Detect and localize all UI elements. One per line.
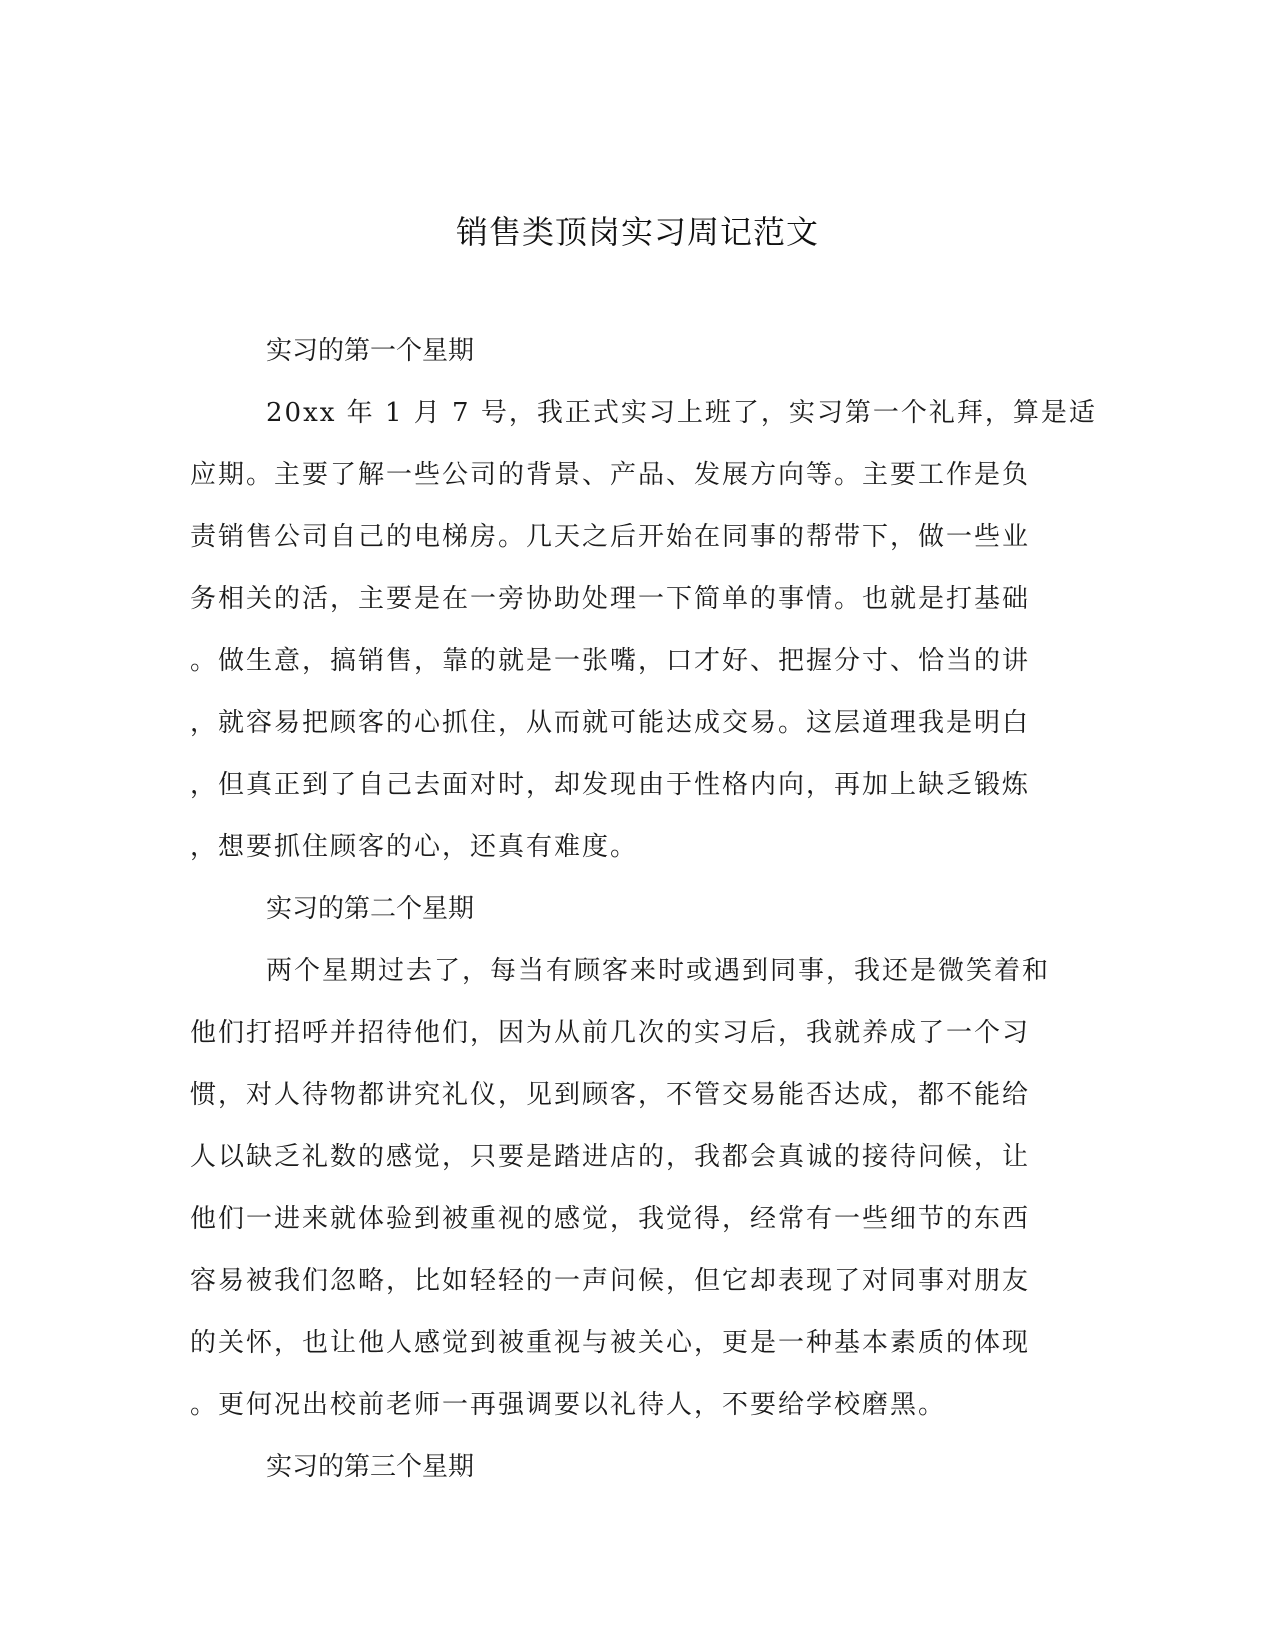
paragraph-line: 。做生意，搞销售，靠的就是一张嘴，口才好、把握分寸、恰当的讲	[190, 646, 1031, 676]
paragraph-line: ，但真正到了自己去面对时，却发现由于性格内向，再加上缺乏锻炼	[190, 770, 1031, 800]
paragraph-line: 务相关的活，主要是在一旁协助处理一下简单的事情。也就是打基础	[190, 584, 1031, 614]
paragraph-line: 惯，对人待物都讲究礼仪，见到顾客，不管交易能否达成，都不能给	[190, 1080, 1031, 1110]
section-heading-week-2: 实习的第二个星期	[266, 894, 475, 924]
paragraph-line: 他们打招呼并招待他们，因为从前几次的实习后，我就养成了一个习	[190, 1018, 1031, 1048]
section-heading-week-3: 实习的第三个星期	[266, 1452, 475, 1482]
section-paragraph-week-1	[190, 382, 1097, 878]
section-heading-week-1: 实习的第一个星期	[266, 336, 475, 366]
paragraph-line: 的关怀，也让他人感觉到被重视与被关心，更是一种基本素质的体现	[190, 1328, 1031, 1358]
paragraph-line: 两个星期过去了，每当有顾客来时或遇到同事，我还是微笑着和	[266, 956, 1051, 986]
paragraph-line: 。更何况出校前老师一再强调要以礼待人，不要给学校磨黑。	[190, 1390, 947, 1420]
paragraph-line: 人以缺乏礼数的感觉，只要是踏进店的，我都会真诚的接待问候，让	[190, 1142, 1031, 1172]
paragraph-line: ，就容易把顾客的心抓住，从而就可能达成交易。这层道理我是明白	[190, 708, 1031, 738]
section-paragraph-week-2	[190, 940, 1086, 1436]
document-body	[190, 320, 1097, 1498]
paragraph-line: ，想要抓住顾客的心，还真有难度。	[190, 832, 639, 862]
paragraph-line: 容易被我们忽略，比如轻轻的一声问候，但它却表现了对同事对朋友	[190, 1266, 1031, 1296]
paragraph-line: 应期。主要了解一些公司的背景、产品、发展方向等。主要工作是负	[190, 460, 1031, 490]
paragraph-line: 责销售公司自己的电梯房。几天之后开始在同事的帮带下，做一些业	[190, 522, 1031, 552]
paragraph-line: 他们一进来就体验到被重视的感觉，我觉得，经常有一些细节的东西	[190, 1204, 1031, 1234]
document-title: 销售类顶岗实习周记范文	[455, 213, 819, 251]
paragraph-line: 20xx 年 1 月 7 号，我正式实习上班了，实习第一个礼拜，算是适	[266, 398, 1097, 428]
